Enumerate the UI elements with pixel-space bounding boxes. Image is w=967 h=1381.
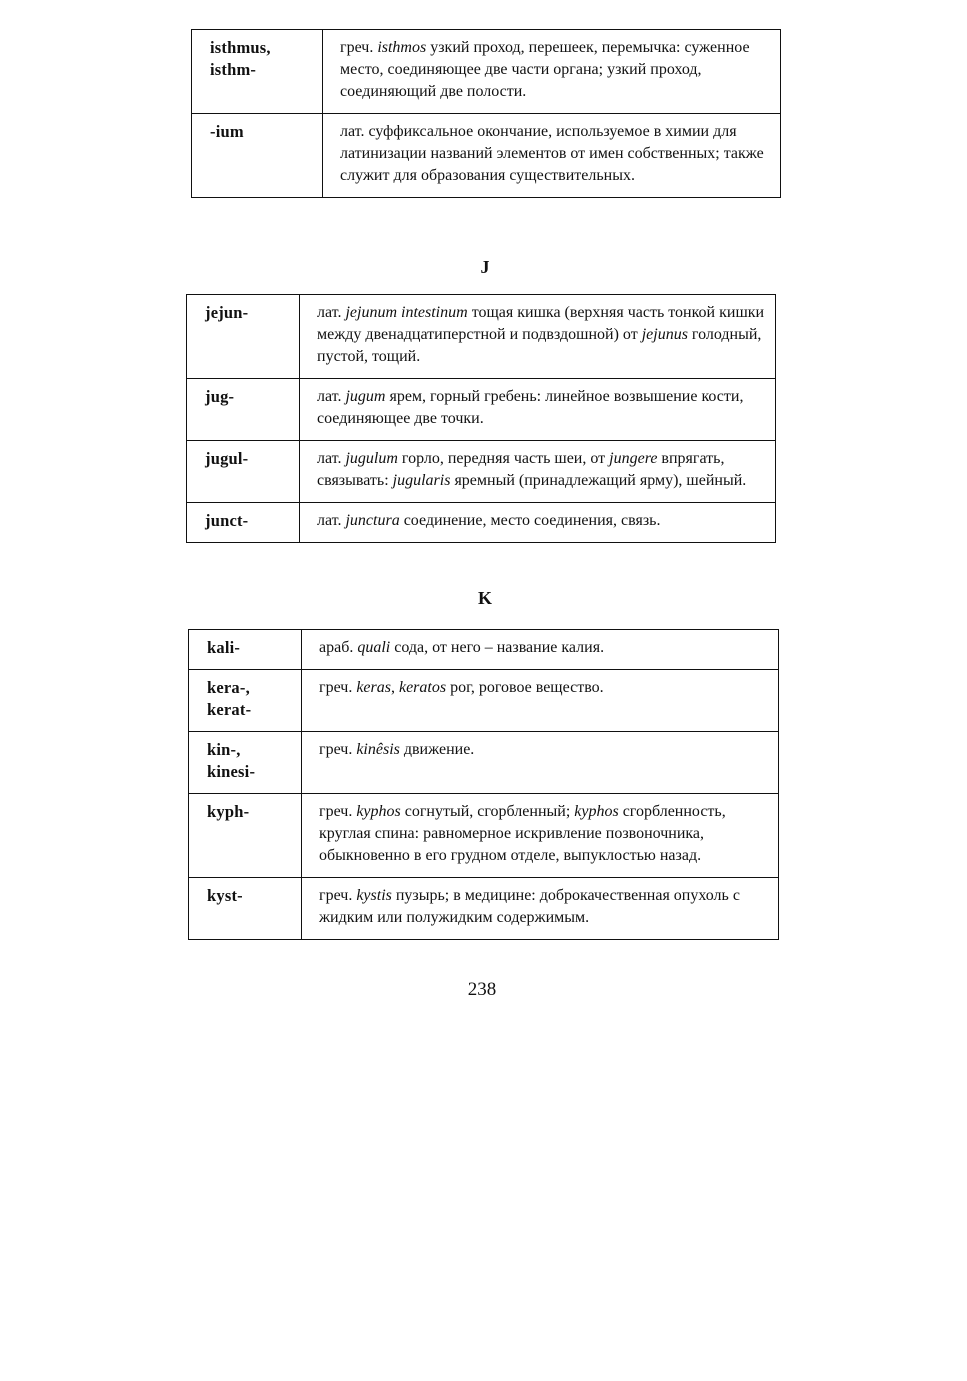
term-cell [189,794,302,878]
definition-text: рог, роговое вещество. [446,679,604,696]
definition-text: сгорбленность, круглая спина: равномерное искривление позвоночника, обыкновенно в его грудном отделе, выпуклостью назад. [319,803,726,864]
term-text: jug- [205,387,235,406]
term-cell [189,670,302,732]
definition-cell [302,794,779,878]
definition-text: лат. [317,388,346,405]
definition-cell [300,295,776,379]
definition-italic-term: jugulum [345,450,398,467]
section-letter-k: K [477,588,492,608]
term-text: kin-, [207,740,241,759]
term-cell [192,30,323,114]
term-text: kali- [207,638,241,657]
glossary-row [192,30,781,114]
table-body-j [187,295,776,543]
definition-text: греч. [319,679,357,696]
definition-text: греч. [319,887,357,904]
definition-text: араб. [319,639,358,656]
definition-italic-term: jugularis [392,472,451,489]
term-text: isthmus, [210,38,271,57]
definition-italic-term: jugum [345,388,386,405]
definition-cell [302,630,779,670]
term-text: kinesi- [207,762,256,781]
glossary-row [189,878,779,940]
term-text: kera-, [207,678,250,697]
definition-cell [323,114,781,198]
term-text: jugul- [205,449,249,468]
definition-text: движение. [399,741,475,758]
term-text: kyst- [207,886,243,905]
definition-text: тощая кишка (верхняя часть тонкой кишки между двенадцатиперстной и подвздошной) от [317,304,765,343]
definition-italic-term: keras [356,679,391,696]
term-cell [189,732,302,794]
term-cell [192,114,323,198]
definition-text: лат. суффиксальное окончание, используемое в химии для латинизации названий элементов от имен собственных; также служит для образования существительных. [340,123,764,184]
definition-cell [300,503,776,543]
table-body-i [192,30,781,198]
glossary-row [189,630,779,670]
definition-text: согнутый, сгорбленный; [400,803,575,820]
definition-text: лат. [317,512,346,529]
definition-text: греч. [319,803,357,820]
definition-cell [300,441,776,503]
definition-text: лат. [317,304,346,321]
glossary-row [187,295,776,379]
definition-italic-term: kyphos [574,803,619,820]
definition-cell [302,732,779,794]
definition-text: , [390,679,399,696]
definition-text: голодный, пустой, тощий. [317,326,762,365]
term-text: kerat- [207,700,252,719]
definition-text: лат. [317,450,346,467]
definition-cell [323,30,781,114]
glossary-row [189,794,779,878]
definition-italic-term: junctura [345,512,400,529]
definition-italic-term: isthmos [377,39,427,56]
term-text: isthm- [210,60,257,79]
table-body-k [189,630,779,940]
term-text: kyph- [207,802,250,821]
definition-italic-term: jejunus [641,326,688,343]
definition-italic-term: jejunum intestinum [345,304,468,321]
glossary-table-j [186,294,776,543]
glossary-row [189,670,779,732]
term-cell [187,295,300,379]
definition-text: пузырь; в медицине: доброкачественная опухоль с жидким или полужидким содержимым. [319,887,740,926]
definition-text: ярем, горный гребень: линейное возвышение кости, соединяющее две точки. [317,388,744,427]
term-text: junct- [205,511,249,530]
definition-cell [302,878,779,940]
definition-text: греч. [340,39,378,56]
definition-text: узкий проход, перешеек, перемычка: суженное место, соединяющее две части органа; узкий проход, соединяющий две полости. [340,39,750,100]
definition-text: яремный (принадлежащий ярму), шейный. [450,472,747,489]
definition-text: сода, от него – название калия. [390,639,605,656]
term-cell [187,379,300,441]
definition-italic-term: kinêsis [356,741,400,758]
definition-text: соединение, место соединения, связь. [399,512,661,529]
term-cell [187,441,300,503]
glossary-row [189,732,779,794]
term-cell [189,878,302,940]
page-number: 238 [467,979,497,1000]
definition-italic-term: kystis [356,887,392,904]
definition-cell [300,379,776,441]
glossary-row [192,114,781,198]
term-text: -ium [210,122,244,141]
term-cell [189,630,302,670]
section-letter-j: J [480,257,490,277]
glossary-row [187,503,776,543]
glossary-row [187,441,776,503]
glossary-table-i [191,29,781,198]
definition-italic-term: kyphos [356,803,401,820]
definition-cell [302,670,779,732]
glossary-row [187,379,776,441]
definition-text: греч. [319,741,357,758]
term-cell [187,503,300,543]
definition-text: впрягать, связывать: [317,450,725,489]
definition-text: горло, передняя часть шеи, от [397,450,610,467]
term-text: jejun- [205,303,249,322]
definition-italic-term: keratos [398,679,447,696]
definition-italic-term: quali [357,639,391,656]
glossary-table-k [188,629,779,940]
definition-italic-term: jungere [609,450,658,467]
